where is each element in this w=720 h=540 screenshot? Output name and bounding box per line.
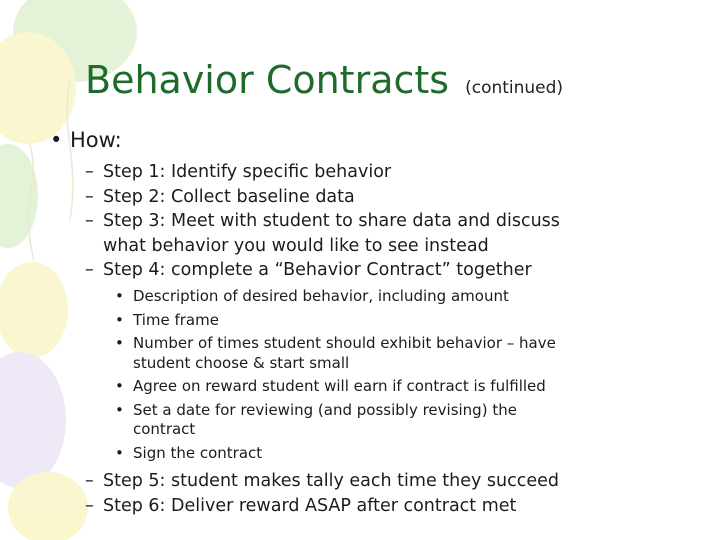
list-item bbox=[85, 185, 560, 210]
list-item bbox=[85, 494, 559, 519]
dash-bullet: – bbox=[85, 496, 94, 516]
step-5-line: Step 5: student makes tally each time they succeed bbox=[103, 471, 560, 491]
list-item bbox=[85, 209, 560, 258]
list-item bbox=[115, 311, 675, 331]
dash-bullet: – bbox=[85, 162, 94, 182]
balloon-lavender bbox=[0, 352, 66, 488]
dash-bullet: – bbox=[85, 186, 94, 207]
step-6-line: Step 6: Deliver reward ASAP after contract met bbox=[103, 496, 517, 516]
balloon-yellow-mid bbox=[0, 262, 68, 358]
sub-item-6-line: Sign the contract bbox=[133, 443, 263, 462]
sub-item-3-line-2: student choose & start small bbox=[133, 353, 350, 372]
bullet-dot: • bbox=[115, 377, 124, 395]
bullet-dot: • bbox=[115, 443, 124, 462]
contract-items-list bbox=[115, 287, 675, 467]
list-item bbox=[85, 258, 560, 283]
list-item bbox=[85, 469, 559, 494]
dash-bullet: – bbox=[85, 471, 94, 491]
sub-item-5-line-2: contract bbox=[133, 420, 196, 438]
steps-list-continued bbox=[85, 469, 559, 519]
bullet-dot: • bbox=[115, 400, 124, 419]
step-3-line-1: Step 3: Meet with student to share data and discuss bbox=[103, 211, 560, 231]
list-item bbox=[115, 287, 675, 307]
slide-title bbox=[85, 58, 563, 102]
title-text: Behavior Contracts bbox=[85, 58, 450, 102]
sub-item-5-line-1: Set a date for reviewing (and possibly revising) the bbox=[133, 400, 517, 419]
sub-item-3-line-1: Number of times student should exhibit behavior – have bbox=[133, 334, 556, 352]
step-3-line-2: what behavior you would like to see instead bbox=[103, 235, 489, 256]
step-2-line: Step 2: Collect baseline data bbox=[103, 186, 355, 207]
bullet-dot: • bbox=[50, 128, 63, 152]
list-item bbox=[115, 401, 675, 440]
dash-bullet: – bbox=[85, 260, 94, 280]
step-1-line: Step 1: Identify specific behavior bbox=[103, 162, 392, 182]
sub-item-1-line: Description of desired behavior, including amount bbox=[133, 287, 509, 305]
bullet-dot: • bbox=[115, 287, 124, 305]
list-item bbox=[115, 377, 675, 397]
bullet-dot: • bbox=[115, 310, 124, 329]
bullet-dot: • bbox=[115, 334, 124, 352]
how-label: How: bbox=[70, 128, 122, 152]
steps-list bbox=[85, 160, 560, 283]
list-item bbox=[115, 334, 675, 373]
how-bullet bbox=[50, 128, 122, 152]
list-item bbox=[115, 444, 675, 464]
sub-item-2-line: Time frame bbox=[133, 310, 219, 329]
sub-item-4-line: Agree on reward student will earn if contract is fulfilled bbox=[133, 377, 546, 395]
title-subtitle: (continued) bbox=[465, 78, 564, 98]
list-item bbox=[85, 160, 560, 185]
step-4-line: Step 4: complete a “Behavior Contract” together bbox=[103, 260, 532, 280]
dash-bullet: – bbox=[85, 211, 94, 231]
